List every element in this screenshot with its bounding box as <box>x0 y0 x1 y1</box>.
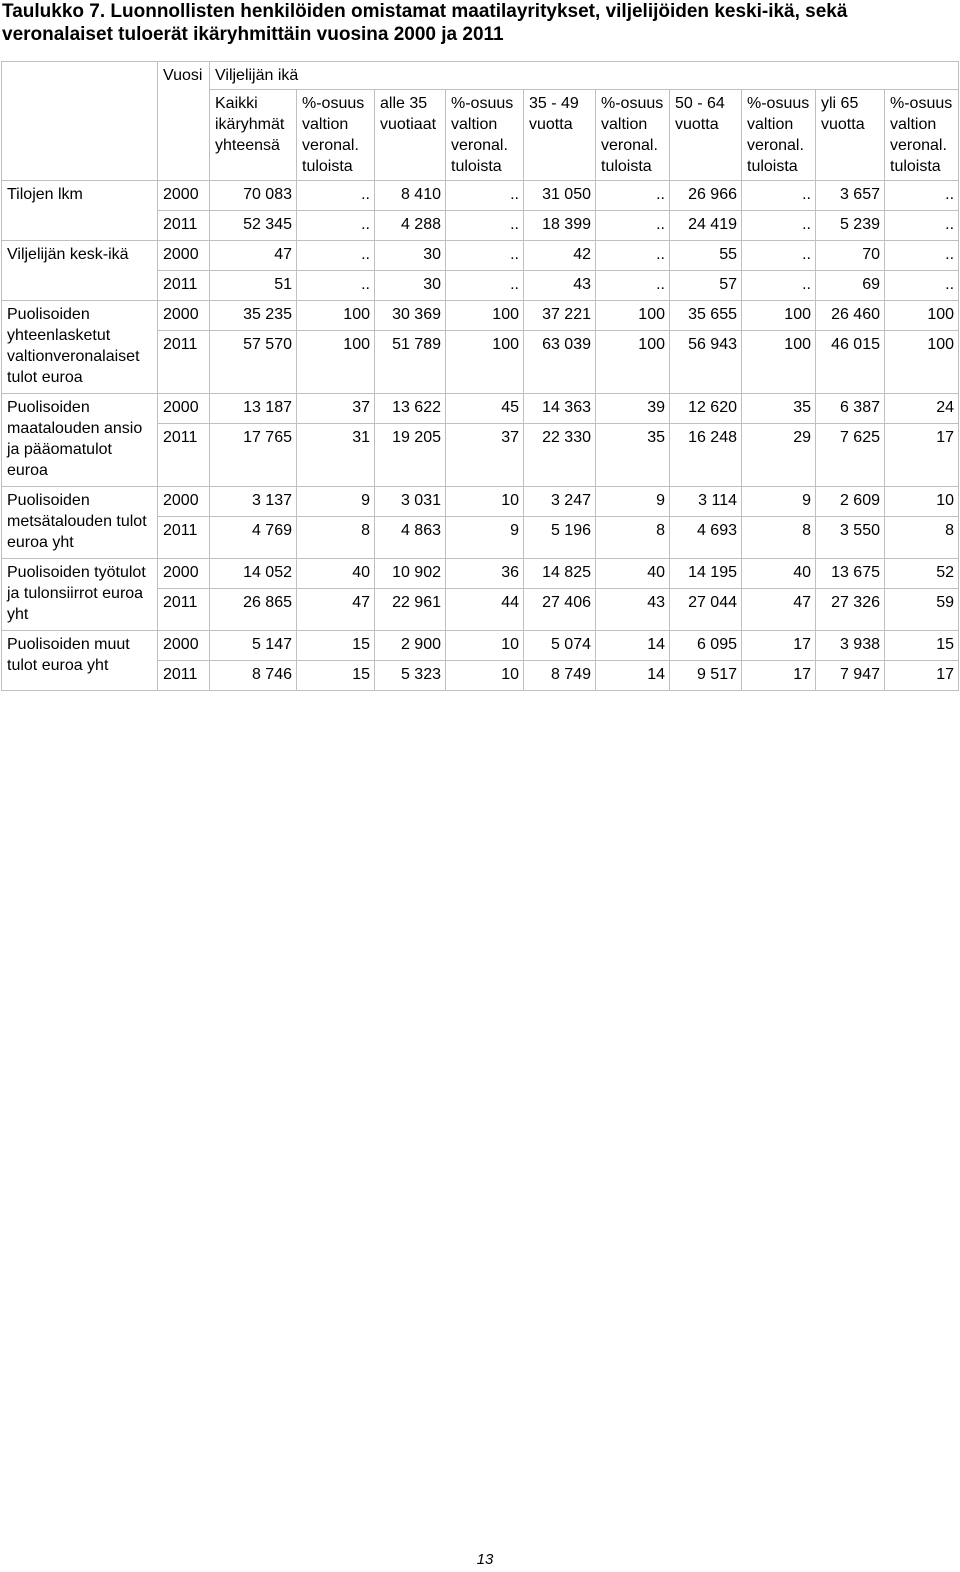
col-header: %-osuus valtion veronal. tuloista <box>742 90 816 181</box>
data-cell: 14 363 <box>524 394 596 424</box>
data-cell: .. <box>297 211 375 241</box>
col-header: %-osuus valtion veronal. tuloista <box>297 90 375 181</box>
data-cell: 100 <box>446 331 524 394</box>
data-cell: 8 <box>885 517 959 559</box>
data-cell: 4 288 <box>375 211 446 241</box>
header-vuosi: Vuosi <box>158 62 210 181</box>
year-cell: 2011 <box>158 589 210 631</box>
data-cell: 57 570 <box>210 331 297 394</box>
data-cell: 100 <box>742 301 816 331</box>
data-cell: 15 <box>297 631 375 661</box>
col-header: yli 65 vuotta <box>816 90 885 181</box>
data-cell: 16 248 <box>670 424 742 487</box>
data-cell: 100 <box>596 331 670 394</box>
data-cell: 100 <box>885 331 959 394</box>
data-cell: 59 <box>885 589 959 631</box>
data-cell: 31 050 <box>524 181 596 211</box>
data-cell: 3 137 <box>210 487 297 517</box>
year-cell: 2000 <box>158 487 210 517</box>
corner-cell <box>2 62 158 181</box>
data-cell: 8 <box>297 517 375 559</box>
data-cell: 10 <box>885 487 959 517</box>
data-cell: 70 083 <box>210 181 297 211</box>
data-cell: 8 410 <box>375 181 446 211</box>
year-cell: 2011 <box>158 331 210 394</box>
row-group-label: Puolisoiden yhteenlasketut valtionveronalaiset tulot euroa <box>2 301 158 394</box>
data-cell: 8 <box>742 517 816 559</box>
year-cell: 2011 <box>158 271 210 301</box>
data-cell: 17 765 <box>210 424 297 487</box>
data-cell: 14 052 <box>210 559 297 589</box>
year-cell: 2000 <box>158 631 210 661</box>
table-row <box>2 241 959 271</box>
data-cell: 30 369 <box>375 301 446 331</box>
data-cell: 6 387 <box>816 394 885 424</box>
data-cell: 5 196 <box>524 517 596 559</box>
data-cell: .. <box>446 211 524 241</box>
data-cell: 12 620 <box>670 394 742 424</box>
col-header: %-osuus valtion veronal. tuloista <box>446 90 524 181</box>
data-cell: 47 <box>742 589 816 631</box>
year-cell: 2011 <box>158 517 210 559</box>
data-cell: 44 <box>446 589 524 631</box>
data-cell: 17 <box>885 661 959 691</box>
data-cell: 39 <box>596 394 670 424</box>
data-cell: 55 <box>670 241 742 271</box>
data-cell: 42 <box>524 241 596 271</box>
table-row <box>2 301 959 331</box>
data-cell: 40 <box>297 559 375 589</box>
data-cell: 14 825 <box>524 559 596 589</box>
header-row-1 <box>2 62 959 90</box>
data-cell: 5 074 <box>524 631 596 661</box>
data-cell: 24 419 <box>670 211 742 241</box>
col-header: 35 - 49 vuotta <box>524 90 596 181</box>
data-cell: 40 <box>596 559 670 589</box>
col-header: %-osuus valtion veronal. tuloista <box>885 90 959 181</box>
data-cell: 15 <box>885 631 959 661</box>
data-cell: 19 205 <box>375 424 446 487</box>
data-cell: 37 <box>446 424 524 487</box>
data-cell: 10 <box>446 661 524 691</box>
data-cell: .. <box>885 271 959 301</box>
col-header: alle 35 vuotiaat <box>375 90 446 181</box>
data-cell: 43 <box>596 589 670 631</box>
data-cell: 5 323 <box>375 661 446 691</box>
data-cell: 37 <box>297 394 375 424</box>
year-cell: 2000 <box>158 181 210 211</box>
table-row <box>2 181 959 211</box>
data-cell: .. <box>297 241 375 271</box>
data-cell: 35 655 <box>670 301 742 331</box>
data-cell: 57 <box>670 271 742 301</box>
data-cell: 14 195 <box>670 559 742 589</box>
year-cell: 2000 <box>158 241 210 271</box>
data-cell: 70 <box>816 241 885 271</box>
data-cell: 43 <box>524 271 596 301</box>
data-cell: 100 <box>297 331 375 394</box>
data-cell: .. <box>297 271 375 301</box>
data-cell: 8 749 <box>524 661 596 691</box>
data-cell: 27 406 <box>524 589 596 631</box>
data-cell: 51 789 <box>375 331 446 394</box>
data-cell: 36 <box>446 559 524 589</box>
year-cell: 2011 <box>158 211 210 241</box>
data-cell: 10 <box>446 631 524 661</box>
data-cell: 5 239 <box>816 211 885 241</box>
data-cell: 8 746 <box>210 661 297 691</box>
data-cell: 51 <box>210 271 297 301</box>
data-cell: 14 <box>596 661 670 691</box>
data-cell: 8 <box>596 517 670 559</box>
data-cell: 24 <box>885 394 959 424</box>
data-cell: 7 947 <box>816 661 885 691</box>
data-cell: .. <box>446 241 524 271</box>
data-cell: .. <box>742 211 816 241</box>
data-cell: 100 <box>596 301 670 331</box>
year-cell: 2000 <box>158 394 210 424</box>
data-cell: .. <box>885 181 959 211</box>
data-cell: 26 966 <box>670 181 742 211</box>
income-table <box>1 61 959 691</box>
data-cell: 9 <box>297 487 375 517</box>
data-cell: 10 <box>446 487 524 517</box>
header-viljelijan-ika: Viljelijän ikä <box>210 62 959 90</box>
data-cell: 69 <box>816 271 885 301</box>
data-cell: 56 943 <box>670 331 742 394</box>
data-cell: 4 863 <box>375 517 446 559</box>
data-cell: 3 247 <box>524 487 596 517</box>
data-cell: 22 961 <box>375 589 446 631</box>
data-cell: 100 <box>885 301 959 331</box>
data-cell: 13 187 <box>210 394 297 424</box>
data-cell: .. <box>596 181 670 211</box>
data-cell: 3 657 <box>816 181 885 211</box>
data-cell: 9 <box>742 487 816 517</box>
data-cell: 13 622 <box>375 394 446 424</box>
year-cell: 2011 <box>158 424 210 487</box>
row-group-label: Puolisoiden metsätalouden tulot euroa yht <box>2 487 158 559</box>
table-row <box>2 394 959 424</box>
table-title: Taulukko 7. Luonnollisten henkilöiden omistamat maatilayritykset, viljelijöiden keski-ikä, sekä veronalaiset tuloerät ikäryhmittäin vuosina 2000 ja 2011 <box>2 1 848 45</box>
data-cell: 3 938 <box>816 631 885 661</box>
data-cell: 27 326 <box>816 589 885 631</box>
data-cell: 17 <box>885 424 959 487</box>
data-cell: 5 147 <box>210 631 297 661</box>
data-cell: .. <box>446 271 524 301</box>
data-cell: .. <box>297 181 375 211</box>
data-cell: 27 044 <box>670 589 742 631</box>
data-cell: 10 902 <box>375 559 446 589</box>
data-cell: 30 <box>375 271 446 301</box>
row-group-label: Puolisoiden maatalouden ansio ja pääomatulot euroa <box>2 394 158 487</box>
data-cell: 3 550 <box>816 517 885 559</box>
data-cell: 45 <box>446 394 524 424</box>
data-cell: 46 015 <box>816 331 885 394</box>
row-group-label: Puolisoiden työtulot ja tulonsiirrot euroa yht <box>2 559 158 631</box>
page-number: 13 <box>476 1551 494 1568</box>
data-cell: 2 609 <box>816 487 885 517</box>
data-cell: 100 <box>446 301 524 331</box>
data-cell: .. <box>742 241 816 271</box>
row-group-label: Tilojen lkm <box>2 181 158 241</box>
data-cell: 17 <box>742 631 816 661</box>
data-cell: 29 <box>742 424 816 487</box>
data-cell: 4 693 <box>670 517 742 559</box>
year-cell: 2000 <box>158 559 210 589</box>
col-header: 50 - 64 vuotta <box>670 90 742 181</box>
data-cell: 18 399 <box>524 211 596 241</box>
data-cell: 35 <box>596 424 670 487</box>
data-cell: 35 235 <box>210 301 297 331</box>
data-cell: 100 <box>742 331 816 394</box>
row-group-label: Puolisoiden muut tulot euroa yht <box>2 631 158 691</box>
data-cell: 31 <box>297 424 375 487</box>
data-cell: .. <box>885 211 959 241</box>
data-cell: 7 625 <box>816 424 885 487</box>
data-cell: 9 517 <box>670 661 742 691</box>
data-cell: 17 <box>742 661 816 691</box>
data-cell: 4 769 <box>210 517 297 559</box>
data-cell: .. <box>446 181 524 211</box>
data-cell: 30 <box>375 241 446 271</box>
data-cell: 37 221 <box>524 301 596 331</box>
data-cell: 6 095 <box>670 631 742 661</box>
row-group-label: Viljelijän kesk-ikä <box>2 241 158 301</box>
data-cell: 63 039 <box>524 331 596 394</box>
table-row <box>2 487 959 517</box>
data-cell: .. <box>885 241 959 271</box>
data-cell: 14 <box>596 631 670 661</box>
data-cell: 47 <box>210 241 297 271</box>
col-header: %-osuus valtion veronal. tuloista <box>596 90 670 181</box>
data-cell: 9 <box>596 487 670 517</box>
data-cell: 40 <box>742 559 816 589</box>
data-cell: 15 <box>297 661 375 691</box>
data-cell: .. <box>596 241 670 271</box>
data-cell: 35 <box>742 394 816 424</box>
data-cell: 9 <box>446 517 524 559</box>
data-cell: 52 <box>885 559 959 589</box>
data-cell: 26 460 <box>816 301 885 331</box>
col-header: Kaikki ikäryhmät yhteensä <box>210 90 297 181</box>
table-row <box>2 559 959 589</box>
data-cell: .. <box>742 181 816 211</box>
data-cell: 26 865 <box>210 589 297 631</box>
data-cell: .. <box>742 271 816 301</box>
data-cell: 52 345 <box>210 211 297 241</box>
table-row <box>2 631 959 661</box>
data-cell: 47 <box>297 589 375 631</box>
data-cell: .. <box>596 271 670 301</box>
data-cell: 3 031 <box>375 487 446 517</box>
data-cell: 13 675 <box>816 559 885 589</box>
year-cell: 2000 <box>158 301 210 331</box>
data-cell: 3 114 <box>670 487 742 517</box>
data-cell: 100 <box>297 301 375 331</box>
year-cell: 2011 <box>158 661 210 691</box>
data-cell: 2 900 <box>375 631 446 661</box>
data-cell: 22 330 <box>524 424 596 487</box>
data-cell: .. <box>596 211 670 241</box>
